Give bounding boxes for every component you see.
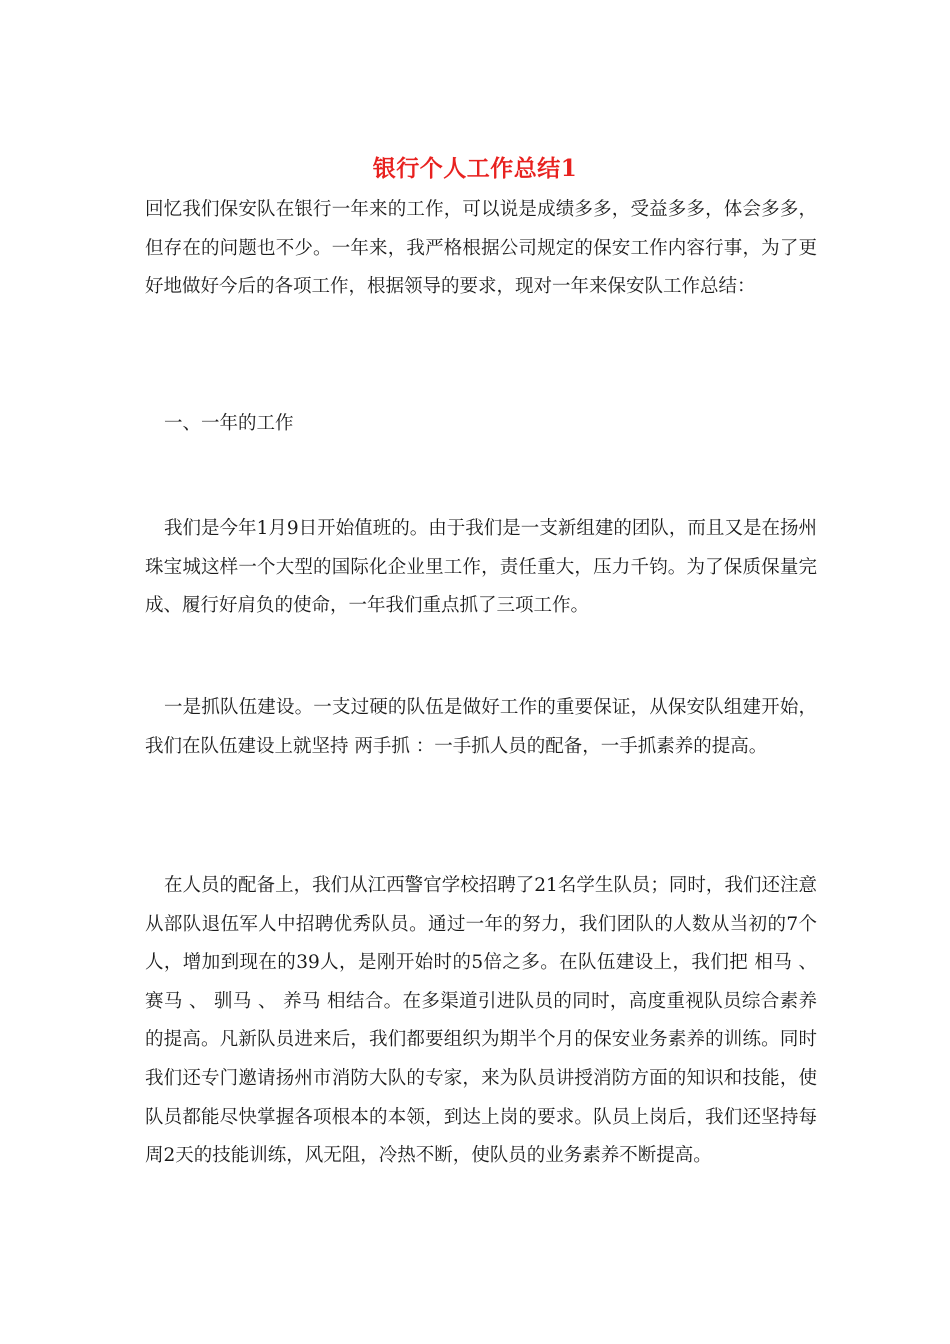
- body-paragraph: 一是抓队伍建设。一支过硬的队伍是做好工作的重要保证，从保安队组建开始，我们在队伍建设上就坚持 两手抓 ：一手抓人员的配备，一手抓素养的提高。: [145, 697, 817, 757]
- intro-paragraph: 回忆我们保安队在银行一年来的工作，可以说是成绩多多，受益多多，体会多多，但存在的问题也不少。一年来，我严格根据公司规定的保安工作内容行事，为了更好地做好今后的各项工作，根据领导的要求，现对一年来保安队工作总结：: [145, 199, 817, 298]
- document-title: 银行个人工作总结1: [372, 155, 578, 182]
- section-heading: 一、一年的工作: [164, 413, 294, 434]
- body-paragraph: 我们是今年1月9日开始值班的。由于我们是一支新组建的团队，而且又是在扬州珠宝城这样一个大型的国际化企业里工作，责任重大，压力千钧。为了保质保量完成、履行好肩负的使命，一年我们重点抓了三项工作。: [145, 518, 817, 617]
- body-paragraph: 在人员的配备上，我们从江西警官学校招聘了21名学生队员；同时，我们还注意从部队退伍军人中招聘优秀队员。通过一年的努力，我们团队的人数从当初的7个人，增加到现在的39人，是刚开始时的5倍之多。在队伍建设上，我们把 相马 、 赛马 、 驯马 、 养马 相结合。在多渠道引进队员的同时，高度重视队员综合素养的提高。凡新队员进来后，我们都要组织为期半个月的保安业务素养的训练。同时我们还专门邀请扬州市消防大队的专家，来为队员讲授消防方面的知识和技能，使队员都能尽快掌握各项根本的本领，到达上岗的要求。队员上岗后，我们还坚持每周2天的技能训练，风无阻，冷热不断，使队员的业务素养不断提高。: [145, 875, 817, 1167]
